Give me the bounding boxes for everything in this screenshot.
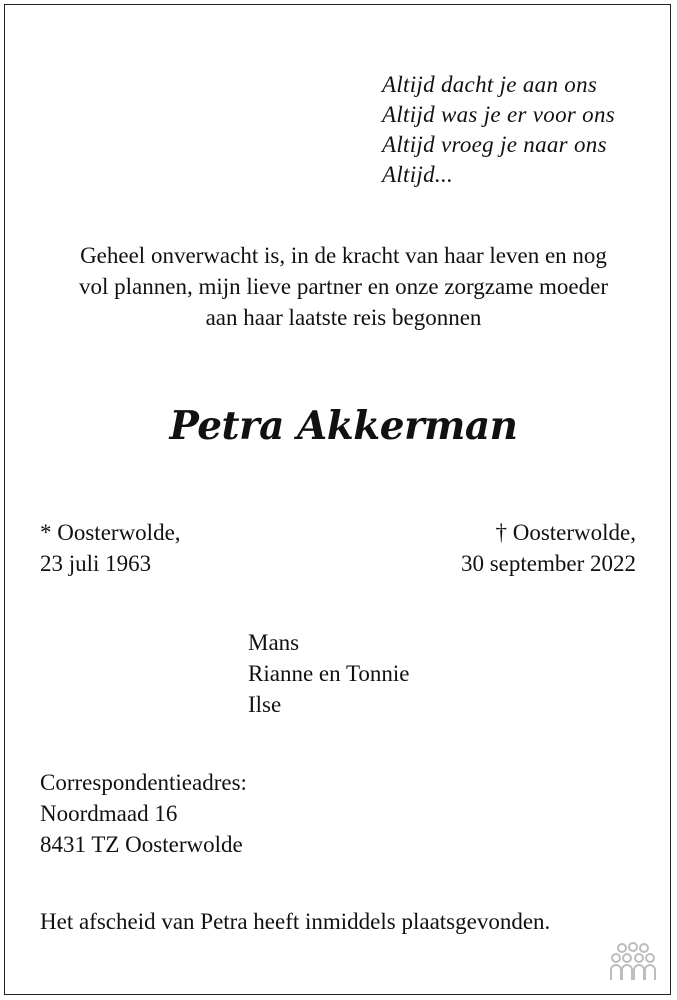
correspondence-address [40, 767, 247, 860]
birth-place: * Oosterwolde, [40, 520, 181, 545]
death-date: 30 september 2022 [460, 551, 636, 576]
deceased-name: Petra Akkerman [169, 403, 518, 449]
poem-line: Altijd vroeg je naar ons [382, 132, 607, 157]
family-member: Ilse [248, 692, 282, 717]
death-info [461, 517, 636, 579]
people-group-icon [610, 942, 656, 982]
poem [382, 70, 615, 190]
family-member: Mans [248, 630, 300, 655]
intro-line: aan haar laatste reis begonnen [205, 305, 482, 330]
family-member: Rianne en Tonnie [248, 661, 410, 686]
poem-line: Altijd... [382, 162, 454, 187]
family-list [248, 627, 409, 720]
intro-line: vol plannen, mijn lieve partner en onze zorgzame moeder [79, 274, 608, 299]
death-place: † Oosterwolde, [495, 520, 636, 545]
address-label: Correspondentieadres: [40, 770, 247, 795]
poem-line: Altijd was je er voor ons [382, 102, 616, 127]
farewell-notice: Het afscheid van Petra heeft inmiddels plaatsgevonden. [40, 909, 551, 934]
birth-date: 23 juli 1963 [40, 551, 152, 576]
poem-line: Altijd dacht je aan ons [382, 72, 598, 97]
intro-line: Geheel onverwacht is, in de kracht van haar leven en nog [80, 243, 607, 268]
address-street: Noordmaad 16 [40, 801, 178, 826]
birth-info [40, 517, 181, 579]
intro-text [35, 240, 652, 333]
address-city: 8431 TZ Oosterwolde [40, 832, 243, 857]
announcement-frame [4, 4, 671, 995]
